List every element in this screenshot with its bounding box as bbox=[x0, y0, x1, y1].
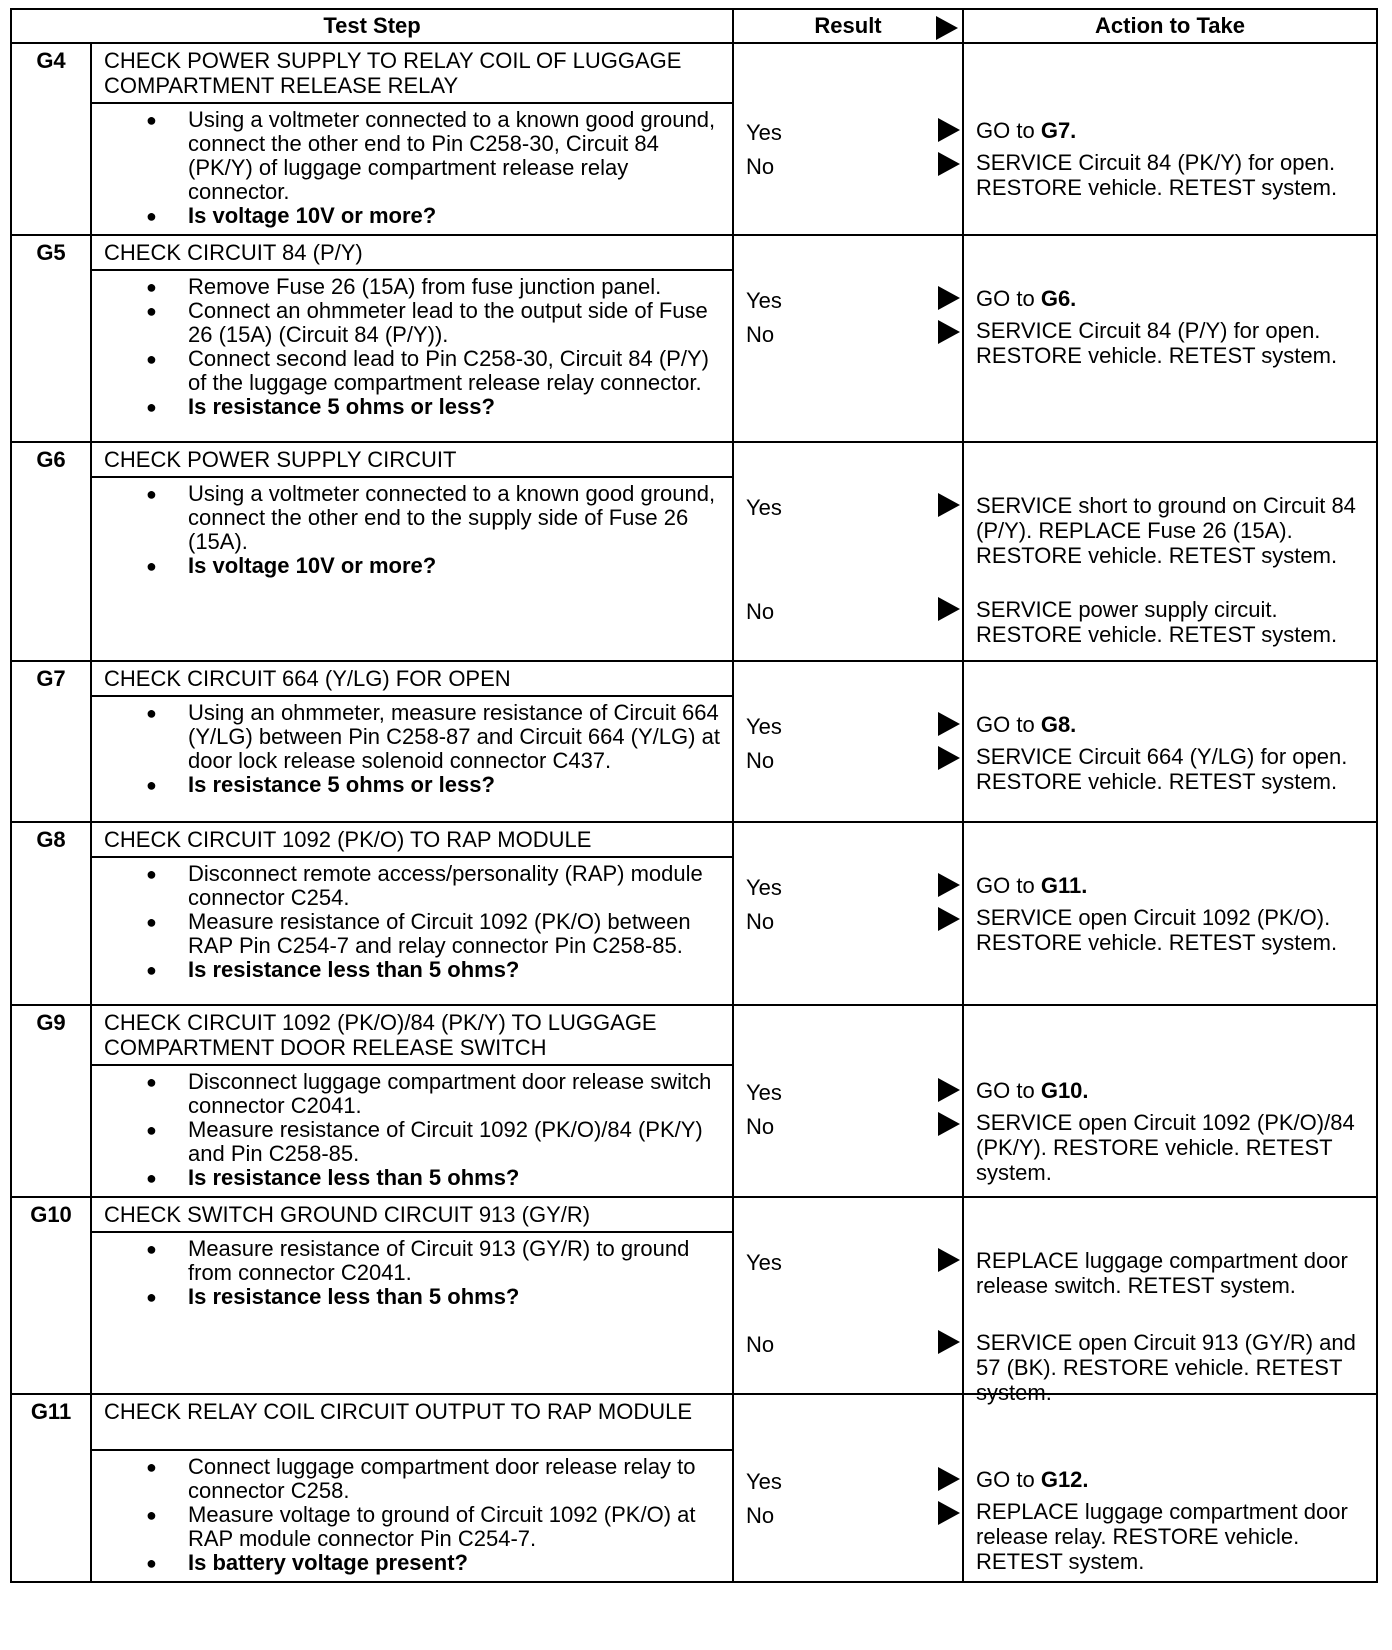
yes-action-target: G11. bbox=[1040, 873, 1088, 898]
instruction-list bbox=[92, 1070, 724, 1190]
header-row bbox=[11, 9, 1377, 43]
step-id: G9 bbox=[11, 1005, 91, 1197]
step-id: G11 bbox=[11, 1394, 91, 1582]
result-cell bbox=[733, 1394, 963, 1582]
step-instructions bbox=[91, 1065, 733, 1197]
yes-action bbox=[976, 1467, 1372, 1492]
yes-action-text: GO to bbox=[976, 286, 1035, 311]
result-cell bbox=[733, 1005, 963, 1197]
question-item: ● Is resistance less than 5 ohms? bbox=[188, 1166, 724, 1190]
action-cell bbox=[963, 1005, 1377, 1197]
no-action: SERVICE open Circuit 913 (GY/R) and 57 (BK). RESTORE vehicle. RETEST system. bbox=[976, 1330, 1356, 1405]
arrow-right-icon bbox=[938, 118, 960, 142]
step-id: G6 bbox=[11, 442, 91, 661]
result-no-label: No bbox=[746, 748, 775, 773]
arrow-right-icon bbox=[938, 286, 960, 310]
result-cell bbox=[733, 43, 963, 235]
arrow-right-icon bbox=[938, 1112, 960, 1136]
no-action: SERVICE open Circuit 1092 (PK/O). RESTORE vehicle. RETEST system. bbox=[976, 905, 1338, 955]
step-title-row bbox=[11, 661, 1377, 696]
no-action: REPLACE luggage compartment door release relay. RESTORE vehicle. RETEST system. bbox=[976, 1499, 1348, 1574]
question-item: ● Is battery voltage present? bbox=[188, 1551, 724, 1575]
step-id: G4 bbox=[11, 43, 91, 235]
arrow-right-icon bbox=[938, 152, 960, 176]
step-title-row bbox=[11, 1197, 1377, 1232]
action-cell bbox=[963, 822, 1377, 1005]
step-instructions bbox=[91, 477, 733, 661]
step-title: CHECK RELAY COIL CIRCUIT OUTPUT TO RAP MODULE bbox=[91, 1394, 733, 1450]
result-no-label: No bbox=[746, 909, 775, 934]
instruction-item: ● Connect an ohmmeter lead to the output side of Fuse 26 (15A) (Circuit 84 (P/Y)). bbox=[188, 299, 724, 347]
question-item: ● Is voltage 10V or more? bbox=[188, 554, 724, 578]
step-id: G5 bbox=[11, 235, 91, 442]
instruction-item: ● Remove Fuse 26 (15A) from fuse junction panel. bbox=[188, 275, 724, 299]
instruction-item: ● Using a voltmeter connected to a known good ground, connect the other end to the supply side of Fuse 26 (15A). bbox=[188, 482, 724, 554]
yes-action bbox=[976, 493, 1372, 568]
instruction-list bbox=[92, 108, 724, 228]
step-id: G10 bbox=[11, 1197, 91, 1394]
test-step-header: Test Step bbox=[11, 9, 733, 43]
yes-action-target: G8. bbox=[1040, 712, 1077, 737]
action-header: Action to Take bbox=[963, 9, 1377, 43]
yes-action bbox=[976, 712, 1372, 737]
arrow-right-icon bbox=[936, 16, 958, 40]
step-title-row bbox=[11, 235, 1377, 270]
result-cell bbox=[733, 1197, 963, 1394]
instruction-list bbox=[92, 862, 724, 982]
action-cell bbox=[963, 235, 1377, 442]
no-action: SERVICE Circuit 664 (Y/LG) for open. RESTORE vehicle. RETEST system. bbox=[976, 744, 1348, 794]
step-title-row bbox=[11, 822, 1377, 857]
result-no-label: No bbox=[746, 1114, 775, 1139]
result-yes-label: Yes bbox=[746, 495, 782, 520]
step-title: CHECK CIRCUIT 1092 (PK/O)/84 (PK/Y) TO LUGGAGE COMPARTMENT DOOR RELEASE SWITCH bbox=[91, 1005, 733, 1065]
arrow-right-icon bbox=[938, 493, 960, 517]
result-no-label: No bbox=[746, 322, 775, 347]
action-cell bbox=[963, 661, 1377, 822]
result-yes-label: Yes bbox=[746, 1250, 782, 1275]
step-instructions bbox=[91, 696, 733, 822]
step-id: G7 bbox=[11, 661, 91, 822]
result-cell bbox=[733, 822, 963, 1005]
yes-action-target: G7. bbox=[1040, 118, 1077, 143]
yes-action-text: SERVICE short to ground on Circuit 84 (P/Y). REPLACE Fuse 26 (15A). RESTORE vehicle. RETEST system. bbox=[976, 493, 1356, 568]
result-cell bbox=[733, 661, 963, 822]
question-item: ● Is resistance 5 ohms or less? bbox=[188, 395, 724, 419]
question-item: ● Is resistance less than 5 ohms? bbox=[188, 958, 724, 982]
result-yes-label: Yes bbox=[746, 714, 782, 739]
yes-action bbox=[976, 118, 1372, 143]
action-cell bbox=[963, 1197, 1377, 1405]
step-instructions bbox=[91, 270, 733, 442]
step-title: CHECK CIRCUIT 664 (Y/LG) FOR OPEN bbox=[91, 661, 733, 696]
yes-action bbox=[976, 1078, 1372, 1103]
yes-action-target: G10. bbox=[1040, 1078, 1089, 1103]
arrow-right-icon bbox=[938, 1078, 960, 1102]
instruction-item: ● Measure resistance of Circuit 1092 (PK/O)/84 (PK/Y) and Pin C258-85. bbox=[188, 1118, 724, 1166]
instruction-item: ● Disconnect luggage compartment door release switch connector C2041. bbox=[188, 1070, 724, 1118]
no-action: SERVICE power supply circuit. RESTORE vehicle. RETEST system. bbox=[976, 597, 1338, 647]
result-no-label: No bbox=[746, 1332, 775, 1357]
arrow-right-icon bbox=[938, 1501, 960, 1525]
step-title-row bbox=[11, 43, 1377, 103]
instruction-list bbox=[92, 482, 724, 578]
action-cell bbox=[963, 43, 1377, 235]
no-action: SERVICE Circuit 84 (PK/Y) for open. RESTORE vehicle. RETEST system. bbox=[976, 150, 1338, 200]
result-header-label: Result bbox=[814, 13, 882, 38]
instruction-list bbox=[92, 275, 724, 419]
question-item: ● Is resistance 5 ohms or less? bbox=[188, 773, 724, 797]
step-title-row bbox=[11, 442, 1377, 477]
arrow-right-icon bbox=[938, 873, 960, 897]
yes-action-text: GO to bbox=[976, 1078, 1035, 1103]
result-yes-label: Yes bbox=[746, 1469, 782, 1494]
yes-action bbox=[976, 1248, 1372, 1298]
yes-action-text: GO to bbox=[976, 712, 1035, 737]
arrow-right-icon bbox=[938, 1467, 960, 1491]
arrow-right-icon bbox=[938, 712, 960, 736]
result-no-label: No bbox=[746, 599, 775, 624]
result-no-label: No bbox=[746, 154, 775, 179]
step-instructions bbox=[91, 103, 733, 235]
arrow-right-icon bbox=[938, 1330, 960, 1354]
yes-action-text: GO to bbox=[976, 873, 1035, 898]
pinpoint-test-table bbox=[10, 8, 1378, 1583]
result-header bbox=[733, 9, 963, 43]
instruction-list bbox=[92, 1237, 724, 1309]
yes-action bbox=[976, 873, 1372, 898]
no-action: SERVICE open Circuit 1092 (PK/O)/84 (PK/Y). RESTORE vehicle. RETEST system. bbox=[976, 1110, 1355, 1185]
step-title-row bbox=[11, 1394, 1377, 1450]
arrow-right-icon bbox=[938, 1248, 960, 1272]
step-instructions bbox=[91, 1450, 733, 1582]
yes-action-text: GO to bbox=[976, 118, 1035, 143]
result-cell bbox=[733, 235, 963, 442]
question-item: ● Is voltage 10V or more? bbox=[188, 204, 724, 228]
arrow-right-icon bbox=[938, 746, 960, 770]
instruction-item: ● Connect luggage compartment door release relay to connector C258. bbox=[188, 1455, 724, 1503]
result-yes-label: Yes bbox=[746, 120, 782, 145]
result-yes-label: Yes bbox=[746, 875, 782, 900]
instruction-list bbox=[92, 701, 724, 797]
result-yes-label: Yes bbox=[746, 288, 782, 313]
step-id: G8 bbox=[11, 822, 91, 1005]
result-no-label: No bbox=[746, 1503, 775, 1528]
instruction-item: ● Connect second lead to Pin C258-30, Circuit 84 (P/Y) of the luggage compartment release relay connector. bbox=[188, 347, 724, 395]
step-title: CHECK CIRCUIT 84 (P/Y) bbox=[91, 235, 733, 270]
yes-action-text: REPLACE luggage compartment door release switch. RETEST system. bbox=[976, 1248, 1348, 1298]
yes-action-target: G6. bbox=[1040, 286, 1077, 311]
step-instructions bbox=[91, 857, 733, 1005]
arrow-right-icon bbox=[938, 597, 960, 621]
instruction-item: ● Using a voltmeter connected to a known good ground, connect the other end to Pin C258-30, Circuit 84 (PK/Y) of luggage compartment release relay connector. bbox=[188, 108, 724, 204]
instruction-item: ● Disconnect remote access/personality (RAP) module connector C254. bbox=[188, 862, 724, 910]
step-title: CHECK POWER SUPPLY TO RELAY COIL OF LUGGAGE COMPARTMENT RELEASE RELAY bbox=[91, 43, 733, 103]
step-instructions bbox=[91, 1232, 733, 1394]
arrow-right-icon bbox=[938, 320, 960, 344]
step-title: CHECK SWITCH GROUND CIRCUIT 913 (GY/R) bbox=[91, 1197, 733, 1232]
instruction-item: ● Measure resistance of Circuit 913 (GY/R) to ground from connector C2041. bbox=[188, 1237, 724, 1285]
yes-action bbox=[976, 286, 1372, 311]
instruction-item: ● Measure resistance of Circuit 1092 (PK/O) between RAP Pin C254-7 and relay connector Pin C258-85. bbox=[188, 910, 724, 958]
instruction-item: ● Using an ohmmeter, measure resistance of Circuit 664 (Y/LG) between Pin C258-87 and Circuit 664 (Y/LG) at door lock release solenoid connector C437. bbox=[188, 701, 724, 773]
action-cell bbox=[963, 442, 1377, 661]
action-cell bbox=[963, 1394, 1377, 1582]
step-title: CHECK POWER SUPPLY CIRCUIT bbox=[91, 442, 733, 477]
question-item: ● Is resistance less than 5 ohms? bbox=[188, 1285, 724, 1309]
no-action: SERVICE Circuit 84 (P/Y) for open. RESTORE vehicle. RETEST system. bbox=[976, 318, 1338, 368]
result-yes-label: Yes bbox=[746, 1080, 782, 1105]
instruction-list bbox=[92, 1455, 724, 1575]
instruction-item: ● Measure voltage to ground of Circuit 1092 (PK/O) at RAP module connector Pin C254-7. bbox=[188, 1503, 724, 1551]
yes-action-target: G12. bbox=[1040, 1467, 1089, 1492]
yes-action-text: GO to bbox=[976, 1467, 1035, 1492]
arrow-right-icon bbox=[938, 907, 960, 931]
result-cell bbox=[733, 442, 963, 661]
step-title-row bbox=[11, 1005, 1377, 1065]
step-title: CHECK CIRCUIT 1092 (PK/O) TO RAP MODULE bbox=[91, 822, 733, 857]
